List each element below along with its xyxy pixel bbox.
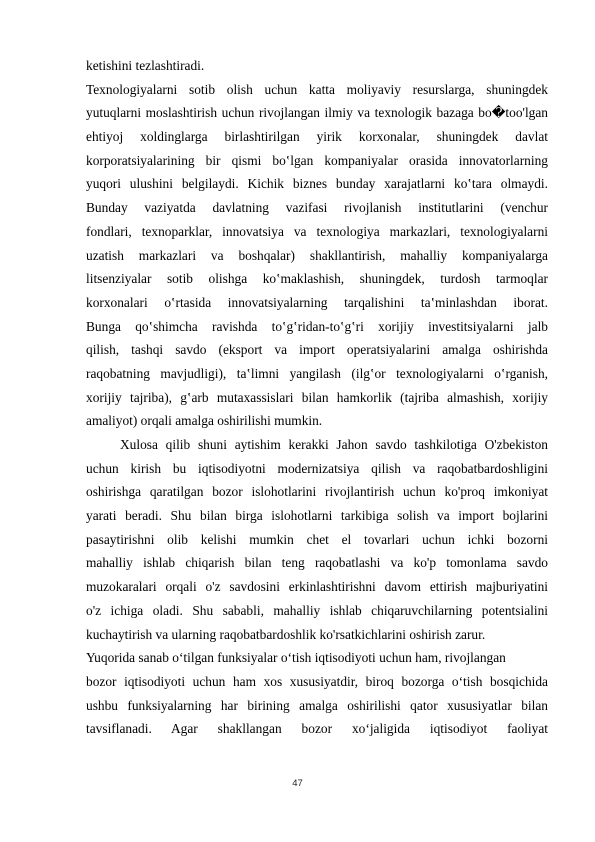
text-line: uzatish markazlari va boshqalar) shakllantirish, mahalliy kompaniyalarga	[86, 247, 548, 263]
text-line: Xulosa qilib shuni aytishim kerakki Jahon savdo tashkilotiga O'zbekiston	[120, 437, 548, 452]
text-line: o'z ichiga oladi. Shu sababli, mahalliy ishlab chiqaruvchilarning potentsialini	[86, 602, 548, 618]
text-line: muzokaralari orqali o'z savdosini erkinlashtirishni davom ettirish majburiyatini	[86, 579, 548, 595]
text-line: litsenziyalar sotib olishga ko‛maklashish, shuningdek, turdosh tarmoqlar	[86, 271, 548, 287]
text-line: yarati beradi. Shu bilan birga islohotlarni tarkibiga solish va import bojlarini	[86, 508, 548, 524]
text-line: amaliyot) orqali amalga oshirilishi mumkin.	[86, 413, 323, 429]
text-line: Yuqorida sanab o‘tilgan funksiyalar o‘tish iqtisodiyoti uchun ham, rivojlangan	[86, 650, 506, 666]
text-line: ushbu funksiyalarning har birining amalga oshirilishi qator xususiyatlar bilan	[86, 697, 548, 713]
page-number: 47	[292, 778, 303, 789]
text-line: xorijiy tajriba), g‛arb mutaxassislari bilan hamkorlik (tajriba almashish, xorijiy	[86, 389, 548, 405]
text-line: pasaytirishni olib kelishi mumkin chet el tovarlari uchun ichki bozorni	[86, 531, 548, 547]
text-line: mahalliy ishlab chiqarish bilan teng raqobatlashi va ko'p tomonlama savdo	[86, 555, 548, 571]
body-text	[86, 54, 548, 741]
text-line: oshirishga qaratilgan bozor islohotlarini rivojlantirish uchun ko'proq imkoniyat	[86, 484, 548, 500]
text-line: tavsiflanadi. Agar shakllangan bozor xo‘jaligida iqtisodiyot faoliyat	[86, 721, 548, 737]
text-line: yutuqlarni moslashtirish uchun rivojlangan ilmiy va texnologik bazaga bo�too'lgan	[86, 105, 548, 121]
text-line: Texnologiyalarni sotib olish uchun katta moliyaviy resurslarga, shuningdek	[86, 81, 548, 97]
text-line: raqobatning mavjudligi), ta‛limni yangilash (ilg‛or texnologiyalarni o‛rganish,	[86, 365, 548, 381]
text-line: kuchaytirish va ularning raqobatbardoshlik ko'rsatkichlarini oshirish zarur.	[86, 626, 486, 642]
text-line: korxonalari o‛rtasida innovatsiyalarning tarqalishini ta‛minlashdan iborat.	[86, 294, 548, 310]
text-line: fondlari, texnoparklar, innovatsiya va texnologiya markazlari, texnologiyalarni	[86, 223, 548, 239]
text-line: korporatsiyalarining bir qismi bo‛lgan kompaniyalar orasida innovatorlarning	[86, 152, 548, 168]
text-line: bozor iqtisodiyoti uchun ham xos xususiyatdir, biroq bozorga o‘tish bosqichida	[86, 673, 548, 689]
text-line: qilish, tashqi savdo (eksport va import operatsiyalarini amalga oshirishda	[86, 342, 548, 358]
text-line: uchun kirish bu iqtisodiyotni modernizatsiya qilish va raqobatbardoshligini	[86, 460, 548, 476]
text-line: Bunday vaziyatda davlatning vazifasi rivojlanish institutlarini (venchur	[86, 200, 548, 216]
text-line: Bunga qo‛shimcha ravishda to‛g‛ridan-to‛g‛ri xorijiy investitsiyalarni jalb	[86, 318, 548, 334]
text-line: ketishini tezlashtiradi.	[86, 58, 205, 73]
text-line: ehtiyoj xoldinglarga birlashtirilgan yirik korxonalar, shuningdek davlat	[86, 129, 548, 145]
text-line: yuqori ulushini belgilaydi. Kichik biznes bunday xarajatlarni ko‛tara olmaydi.	[86, 176, 548, 192]
